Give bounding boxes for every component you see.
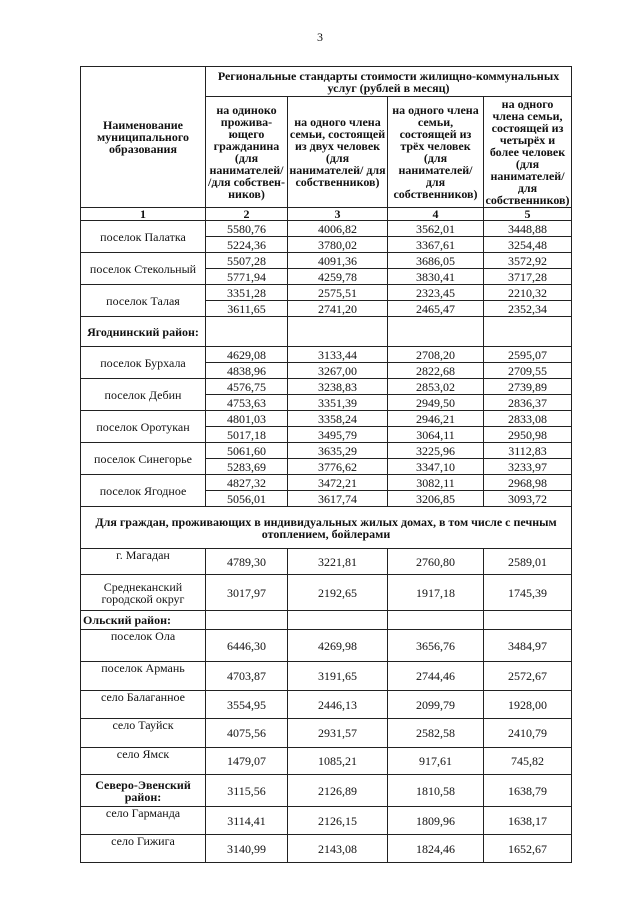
row-name: поселок Стекольный	[81, 253, 206, 285]
value-cell: 1928,00	[484, 691, 572, 719]
value-cell: 2949,50	[388, 395, 484, 411]
value-cell: 4753,63	[206, 395, 288, 411]
value-cell: 3611,65	[206, 301, 288, 317]
value-cell: 3776,62	[288, 459, 388, 475]
value-cell: 2099,79	[388, 691, 484, 719]
value-cell: 2572,67	[484, 662, 572, 691]
value-cell: 4259,78	[288, 269, 388, 285]
value-cell: 5580,76	[206, 221, 288, 237]
value-cell: 3093,72	[484, 491, 572, 507]
page-number: 3	[317, 30, 323, 44]
value-cell: 3448,88	[484, 221, 572, 237]
value-cell: 2582,58	[388, 719, 484, 748]
value-cell: 2853,02	[388, 379, 484, 395]
value-cell: 3112,83	[484, 443, 572, 459]
value-cell: 2833,08	[484, 411, 572, 427]
value-cell: 3267,00	[288, 363, 388, 379]
table-row	[81, 379, 572, 395]
table-row	[81, 719, 572, 748]
value-cell: 3114,41	[206, 807, 288, 835]
table-row	[81, 549, 572, 575]
value-cell: 4789,30	[206, 549, 288, 575]
value-cell: 1479,07	[206, 748, 288, 775]
value-cell: 3115,56	[206, 775, 288, 807]
value-cell: 3562,01	[388, 221, 484, 237]
value-cell: 4006,82	[288, 221, 388, 237]
column-number-row	[81, 208, 572, 221]
value-cell: 3484,97	[484, 630, 572, 662]
value-cell: 6446,30	[206, 630, 288, 662]
row-name: поселок Талая	[81, 285, 206, 317]
table-row	[81, 347, 572, 363]
value-cell: 2709,55	[484, 363, 572, 379]
value-cell: 3082,11	[388, 475, 484, 491]
row-name: поселок Синегорье	[81, 443, 206, 475]
value-cell: 5283,69	[206, 459, 288, 475]
value-cell: 1085,21	[288, 748, 388, 775]
standards-table	[80, 66, 572, 863]
value-cell: 3254,48	[484, 237, 572, 253]
section-title-private-houses: Для граждан, проживающих в индивидуальных жилых домах, в том числе с печным отоплением, бойлерами	[81, 507, 572, 549]
row-name: поселок Оротукан	[81, 411, 206, 443]
value-cell: 2126,15	[288, 807, 388, 835]
table-row	[81, 411, 572, 427]
value-cell: 3635,29	[288, 443, 388, 459]
district-severo-evensky: Северо-Эвенский район:	[81, 775, 206, 807]
value-cell: 3221,81	[288, 549, 388, 575]
value-cell: 2210,32	[484, 285, 572, 301]
value-cell: 3572,92	[484, 253, 572, 269]
value-cell: 745,82	[484, 748, 572, 775]
value-cell: 2595,07	[484, 347, 572, 363]
value-cell: 5017,18	[206, 427, 288, 443]
value-cell: 4629,08	[206, 347, 288, 363]
value-cell: 4269,98	[288, 630, 388, 662]
header-col-two: на одного члена семьи, состоящей из двух человек (для нанимателей/ для собственников)	[288, 97, 388, 208]
value-cell: 3064,11	[388, 427, 484, 443]
value-cell: 3495,79	[288, 427, 388, 443]
col-number: 4	[388, 208, 484, 221]
row-name: поселок Ола	[81, 630, 206, 662]
header-col-single: на одиноко прожива-ющего гражданина (для нанимателей/ /для собствен-ников)	[206, 97, 288, 208]
table-row	[81, 691, 572, 719]
table-row	[81, 475, 572, 491]
value-cell: 5061,60	[206, 443, 288, 459]
value-cell: 2741,20	[288, 301, 388, 317]
value-cell: 3133,44	[288, 347, 388, 363]
value-cell: 1652,67	[484, 835, 572, 863]
district-yagodninsky: Ягоднинский район:	[81, 317, 206, 347]
value-cell: 3830,41	[388, 269, 484, 285]
col-number: 3	[288, 208, 388, 221]
row-name: село Гижига	[81, 835, 206, 863]
value-cell: 1745,39	[484, 575, 572, 611]
table-row	[81, 835, 572, 863]
value-cell: 2836,37	[484, 395, 572, 411]
value-cell: 3472,21	[288, 475, 388, 491]
table-row	[81, 630, 572, 662]
value-cell: 2760,80	[388, 549, 484, 575]
row-name: село Ямск	[81, 748, 206, 775]
header-name-column: Наименование муниципального образования	[81, 67, 206, 208]
value-cell: 3233,97	[484, 459, 572, 475]
value-cell: 2352,34	[484, 301, 572, 317]
row-name: г. Магадан	[81, 549, 206, 575]
value-cell: 3717,28	[484, 269, 572, 285]
col-number: 1	[81, 208, 206, 221]
value-cell: 2446,13	[288, 691, 388, 719]
table-row	[81, 775, 572, 807]
value-cell: 1809,96	[388, 807, 484, 835]
value-cell: 1638,17	[484, 807, 572, 835]
value-cell: 2143,08	[288, 835, 388, 863]
table-row	[81, 221, 572, 237]
header-group-title: Региональные стандарты стоимости жилищно-коммунальных услуг (рублей в месяц)	[206, 67, 572, 97]
value-cell: 3367,61	[388, 237, 484, 253]
row-name: поселок Бурхала	[81, 347, 206, 379]
value-cell: 3617,74	[288, 491, 388, 507]
value-cell: 2192,65	[288, 575, 388, 611]
col-number: 2	[206, 208, 288, 221]
row-name: Среднеканский городской округ	[81, 575, 206, 611]
row-name: село Тауйск	[81, 719, 206, 748]
value-cell: 2739,89	[484, 379, 572, 395]
row-name: село Гарманда	[81, 807, 206, 835]
row-name: поселок Армань	[81, 662, 206, 691]
value-cell: 2708,20	[388, 347, 484, 363]
value-cell: 3347,10	[388, 459, 484, 475]
district-olsky: Ольский район:	[81, 611, 206, 630]
value-cell: 2946,21	[388, 411, 484, 427]
value-cell: 3206,85	[388, 491, 484, 507]
table-row	[81, 662, 572, 691]
value-cell: 3225,96	[388, 443, 484, 459]
value-cell: 4838,96	[206, 363, 288, 379]
value-cell: 2575,51	[288, 285, 388, 301]
row-name: поселок Ягодное	[81, 475, 206, 507]
value-cell: 2126,89	[288, 775, 388, 807]
table-row	[81, 575, 572, 611]
value-cell: 2465,47	[388, 301, 484, 317]
row-name: поселок Палатка	[81, 221, 206, 253]
value-cell: 3554,95	[206, 691, 288, 719]
value-cell: 5056,01	[206, 491, 288, 507]
header-col-four: на одного члена семьи, состоящей из четырёх и более человек (для нанимателей/ для собственников)	[485, 97, 570, 207]
value-cell: 2589,01	[484, 549, 572, 575]
value-cell: 2931,57	[288, 719, 388, 748]
value-cell: 2968,98	[484, 475, 572, 491]
value-cell: 2744,46	[388, 662, 484, 691]
value-cell: 3780,02	[288, 237, 388, 253]
row-name: село Балаганное	[81, 691, 206, 719]
row-name: поселок Дебин	[81, 379, 206, 411]
value-cell: 917,61	[388, 748, 484, 775]
value-cell: 2323,45	[388, 285, 484, 301]
value-cell: 2950,98	[484, 427, 572, 443]
col-number: 5	[484, 208, 572, 221]
value-cell: 4091,36	[288, 253, 388, 269]
value-cell: 1917,18	[388, 575, 484, 611]
value-cell: 4075,56	[206, 719, 288, 748]
value-cell: 3351,39	[288, 395, 388, 411]
value-cell: 5507,28	[206, 253, 288, 269]
table-row	[81, 253, 572, 269]
value-cell: 4703,87	[206, 662, 288, 691]
value-cell: 5771,94	[206, 269, 288, 285]
value-cell: 3358,24	[288, 411, 388, 427]
table-row	[81, 807, 572, 835]
value-cell: 1824,46	[388, 835, 484, 863]
value-cell: 4576,75	[206, 379, 288, 395]
value-cell: 1638,79	[484, 775, 572, 807]
value-cell: 3351,28	[206, 285, 288, 301]
table-row	[81, 443, 572, 459]
value-cell: 3656,76	[388, 630, 484, 662]
header-col-three: на одного члена семьи, состоящей из трёх человек (для нанимателей/ для собственников)	[388, 97, 484, 208]
value-cell: 1810,58	[388, 775, 484, 807]
value-cell: 3686,05	[388, 253, 484, 269]
value-cell: 2822,68	[388, 363, 484, 379]
value-cell: 3238,83	[288, 379, 388, 395]
value-cell: 2410,79	[484, 719, 572, 748]
value-cell: 3017,97	[206, 575, 288, 611]
value-cell: 3140,99	[206, 835, 288, 863]
value-cell: 4801,03	[206, 411, 288, 427]
value-cell: 5224,36	[206, 237, 288, 253]
table-row	[81, 748, 572, 775]
value-cell: 4827,32	[206, 475, 288, 491]
value-cell: 3191,65	[288, 662, 388, 691]
table-row	[81, 285, 572, 301]
